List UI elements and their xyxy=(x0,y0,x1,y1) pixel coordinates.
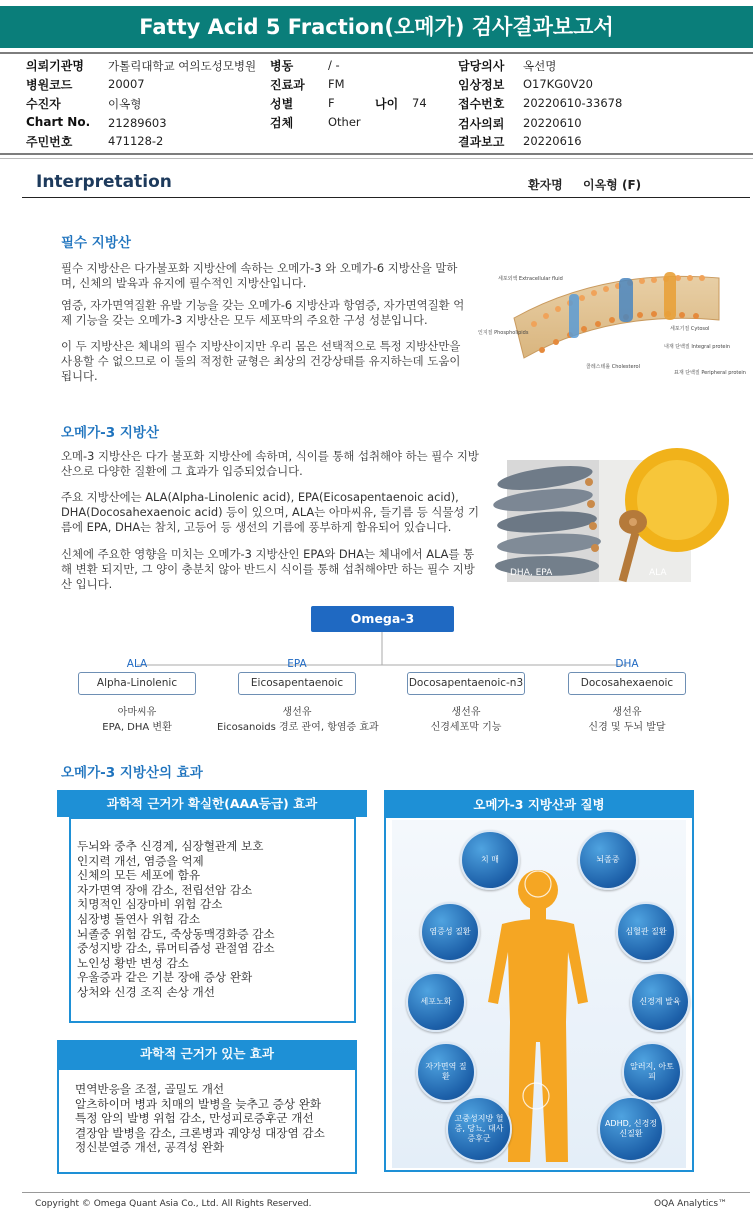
aaa-effect-item: 신체의 모든 세포에 함유 xyxy=(77,868,201,883)
aaa-effect-item: 심장병 돌연사 위험 감소 xyxy=(77,911,201,926)
ward-value: / - xyxy=(328,58,340,72)
aaa-effect-item: 노인성 황반 변성 감소 xyxy=(77,955,189,970)
fa-node-ala: Alpha-Linolenic xyxy=(78,672,196,695)
essential-fa-para-1: 필수 지방산은 다가불포화 지방산에 속하는 오메가-3 와 오메가-6 지방산을 말하며, 신체의 발육과 유지에 필수적인 지방산입니다. xyxy=(61,261,458,291)
omega3-root-node: Omega-3 xyxy=(311,606,454,632)
aaa-effect-item: 자가면역 장애 감소, 전립선암 감소 xyxy=(77,882,253,897)
receipt-label: 접수번호 xyxy=(458,97,505,111)
age-label: 나이 xyxy=(375,97,399,111)
disease-bubble-adhd: ADHD, 신경정신질환 xyxy=(598,1096,664,1162)
hospital-code-value: 20007 xyxy=(108,77,145,91)
membrane-label-cholesterol: 콜레스테롤 Cholesterol xyxy=(586,364,640,370)
membrane-label-cytosol: 세포기질 Cytosol xyxy=(670,326,710,332)
institution-value: 가톨릭대학교 여의도성모병원 xyxy=(108,59,257,73)
aaa-effect-item: 뇌졸중 위험 감도, 죽상동맥경화증 감소 xyxy=(77,926,275,941)
sex-value: F xyxy=(328,96,335,110)
disease-bubble-allergy: 알러지, 아토피 xyxy=(622,1042,682,1102)
footer-brand: OQA Analytics™ xyxy=(654,1199,728,1209)
fish-label: DHA, EPA xyxy=(510,568,553,578)
clinical-label: 임상정보 xyxy=(458,78,505,92)
disease-bubble-autoimmune: 자가면역 질환 xyxy=(416,1042,476,1102)
aaa-effect-item: 우울증과 같은 기분 장애 증상 완화 xyxy=(77,970,253,985)
chart-no-value: 21289603 xyxy=(108,116,167,130)
fa-source-dha: 생선유 xyxy=(612,707,642,718)
doctor-label: 담당의사 xyxy=(458,59,505,73)
aaa-effect-item: 치명적인 심장마비 위험 감소 xyxy=(77,897,223,912)
specimen-label: 검체 xyxy=(270,116,294,130)
ward-label: 병동 xyxy=(270,59,294,73)
evidence-effect-item: 결장암 발병을 감소, 크론병과 궤양성 대장염 감소 xyxy=(75,1125,325,1140)
omega3-para-1: 오메-3 지방산은 다가 불포화 지방산에 속하며, 식이를 통해 섭취해야 하는 필수 지방산으로 다양한 질환에 그 효과가 입증되었습니다. xyxy=(61,449,479,479)
evidence-effects-box xyxy=(57,1068,357,1174)
header-divider-top xyxy=(0,52,753,54)
disease-bubble-aging: 세포노화 xyxy=(406,972,466,1032)
aaa-effect-item: 중성지방 감소, 류머티즘성 관절염 감소 xyxy=(77,941,275,956)
report-date-value: 20220616 xyxy=(523,134,582,148)
essential-fa-title: 필수 지방산 xyxy=(61,235,131,251)
fa-source-epa: 생선유 xyxy=(282,707,312,718)
report-date-label: 결과보고 xyxy=(458,135,505,149)
fa-abbr-epa: EPA xyxy=(287,658,307,670)
effects-title: 오메가-3 지방산의 효과 xyxy=(61,765,203,781)
disease-bubble-stroke: 뇌졸중 xyxy=(578,830,638,890)
fa-source-dpa: 생선유 xyxy=(451,707,481,718)
membrane-label-peripheral: 표재 단백질 Peripheral protein xyxy=(674,370,746,376)
ala-label: ALA xyxy=(649,568,667,578)
omega3-title: 오메가-3 지방산 xyxy=(61,425,159,441)
resident-label: 주민번호 xyxy=(26,135,73,149)
request-label: 검사의뢰 xyxy=(458,117,505,131)
age-value: 74 xyxy=(412,96,427,110)
fa-abbr-dha: DHA xyxy=(615,658,639,670)
footer-divider xyxy=(22,1192,750,1193)
aaa-effect-item: 두뇌와 중추 신경계, 심장혈관계 보호 xyxy=(77,839,264,853)
aaa-effects-header: 과학적 근거가 확실한(AAA등급) 효과 xyxy=(57,790,367,817)
header-divider-thin xyxy=(0,158,753,159)
fa-node-dpa: Docosapentaenoic-n3 xyxy=(407,672,525,695)
chart-no-label: Chart No. xyxy=(26,115,91,129)
patient-name-label: 환자명 xyxy=(528,178,563,192)
fa-desc-dha: 신경 및 두뇌 발달 xyxy=(588,722,666,733)
fa-abbr-ala: ALA xyxy=(126,658,148,670)
dept-label: 진료과 xyxy=(270,78,305,92)
doctor-value: 옥선명 xyxy=(523,59,557,73)
membrane-label-phospholipids: 인지질 Phospholipids xyxy=(478,330,529,336)
resident-value: 471128-2 xyxy=(108,134,164,148)
disease-bubble-cardiovascular: 심혈관 질환 xyxy=(616,902,676,962)
interpretation-heading: Interpretation xyxy=(36,172,172,192)
omega3-para-2: 주요 지방산에는 ALA(Alpha-Linolenic acid), EPA(Eicosapentaenoic acid), DHA(Docosahexaenoic acid) 등이 있으며, ALA는 아마씨유, 들기름 등 식물성 기름에 EPA, DHA는 참치, 고등어 등 생선의 기름에 풍부하게 함유되어 있습니다. xyxy=(61,490,479,535)
fa-node-epa: Eicosapentaenoic xyxy=(238,672,356,695)
fa-source-ala: 아마씨유 xyxy=(117,707,157,718)
evidence-effect-item: 알츠하이머 병과 치매의 발병을 늦추고 증상 완화 xyxy=(75,1096,322,1111)
essential-fa-para-2: 염증, 자가면역질환 유발 기능을 갖는 오메가-6 지방산과 항염증, 자가면역질환 억제 기능을 갖는 오메가-3 지방산은 모두 세포막의 주요한 구성 성분입니다. xyxy=(61,298,465,328)
aaa-effects-box xyxy=(69,817,356,1023)
interpretation-divider xyxy=(22,197,750,198)
aaa-effect-item: 인지력 개선, 염증을 억제 xyxy=(77,853,204,868)
footer-copyright: Copyright © Omega Quant Asia Co., Ltd. All Rights Reserved. xyxy=(35,1199,312,1209)
disease-bubble-dementia: 치 매 xyxy=(460,830,520,890)
disease-bubble-inflammation: 염증성 질환 xyxy=(420,902,480,962)
patient-label: 수진자 xyxy=(26,97,61,111)
evidence-effect-item: 면역반응을 조절, 골밀도 개선 xyxy=(75,1082,225,1096)
disease-bubble-metabolic: 고중성지방 혈증, 당뇨, 대사증후군 xyxy=(446,1096,512,1162)
cell-membrane-illustration xyxy=(474,258,746,406)
sex-label: 성별 xyxy=(270,97,294,111)
aaa-effect-item: 상처와 신경 조직 손상 개선 xyxy=(77,984,215,999)
essential-fa-para-3: 이 두 지방산은 체내의 필수 지방산이지만 우리 몸은 선택적으로 특정 지방산만을 사용할 수 없으므로 이 둘의 적정한 균형은 최상의 건강상태를 유지하는데 도움이 됩니다. xyxy=(61,339,461,384)
omega3-para-3: 신체에 주요한 영향을 미치는 오메가-3 지방산인 EPA와 DHA는 체내에서 ALA를 통해 변환 되지만, 그 양이 충분치 않아 반드시 식이를 통해 섭취해야만 하는 필수 지방산 입니다. xyxy=(61,547,475,592)
evidence-effects-header: 과학적 근거가 있는 효과 xyxy=(57,1040,357,1068)
patient-name-value: 이옥형 (F) xyxy=(583,178,642,192)
disease-bubble-neuro: 신경계 발육 xyxy=(630,972,690,1032)
request-value: 20220610 xyxy=(523,116,582,130)
fa-node-dha: Docosahexaenoic xyxy=(568,672,686,695)
disease-panel xyxy=(384,790,694,1172)
aaa-effects-list xyxy=(71,819,354,1000)
evidence-effect-item: 특정 암의 발병 위험 감소, 만성피로증후군 개선 xyxy=(75,1111,314,1126)
fa-desc-epa: Eicosanoids 경로 관여, 항염증 효과 xyxy=(217,722,379,733)
membrane-label-extracellular: 세포외액 Extracellular fluid xyxy=(498,276,563,282)
specimen-value: Other xyxy=(328,115,361,129)
institution-label: 의뢰기관명 xyxy=(26,59,84,73)
dept-value: FM xyxy=(328,77,345,91)
patient-value: 이옥형 xyxy=(108,97,142,111)
membrane-label-integral: 내재 단백질 Integral protein xyxy=(664,344,731,350)
clinical-value: O17KG0V20 xyxy=(523,77,593,91)
fa-desc-dpa: 신경세포막 기능 xyxy=(430,722,502,733)
disease-panel-header: 오메가-3 지방산과 질병 xyxy=(386,792,692,818)
report-title: Fatty Acid 5 Fraction(오메가) 검사결과보고서 xyxy=(0,6,753,48)
fish-oil-photo xyxy=(507,460,691,582)
hospital-code-label: 병원코드 xyxy=(26,78,73,92)
evidence-effects-list xyxy=(59,1070,355,1155)
receipt-value: 20220610-33678 xyxy=(523,96,623,110)
evidence-effect-item: 정신분열증 개선, 공격성 완화 xyxy=(75,1140,225,1155)
header-divider-bottom xyxy=(0,153,753,155)
fa-desc-ala: EPA, DHA 변환 xyxy=(102,722,172,733)
